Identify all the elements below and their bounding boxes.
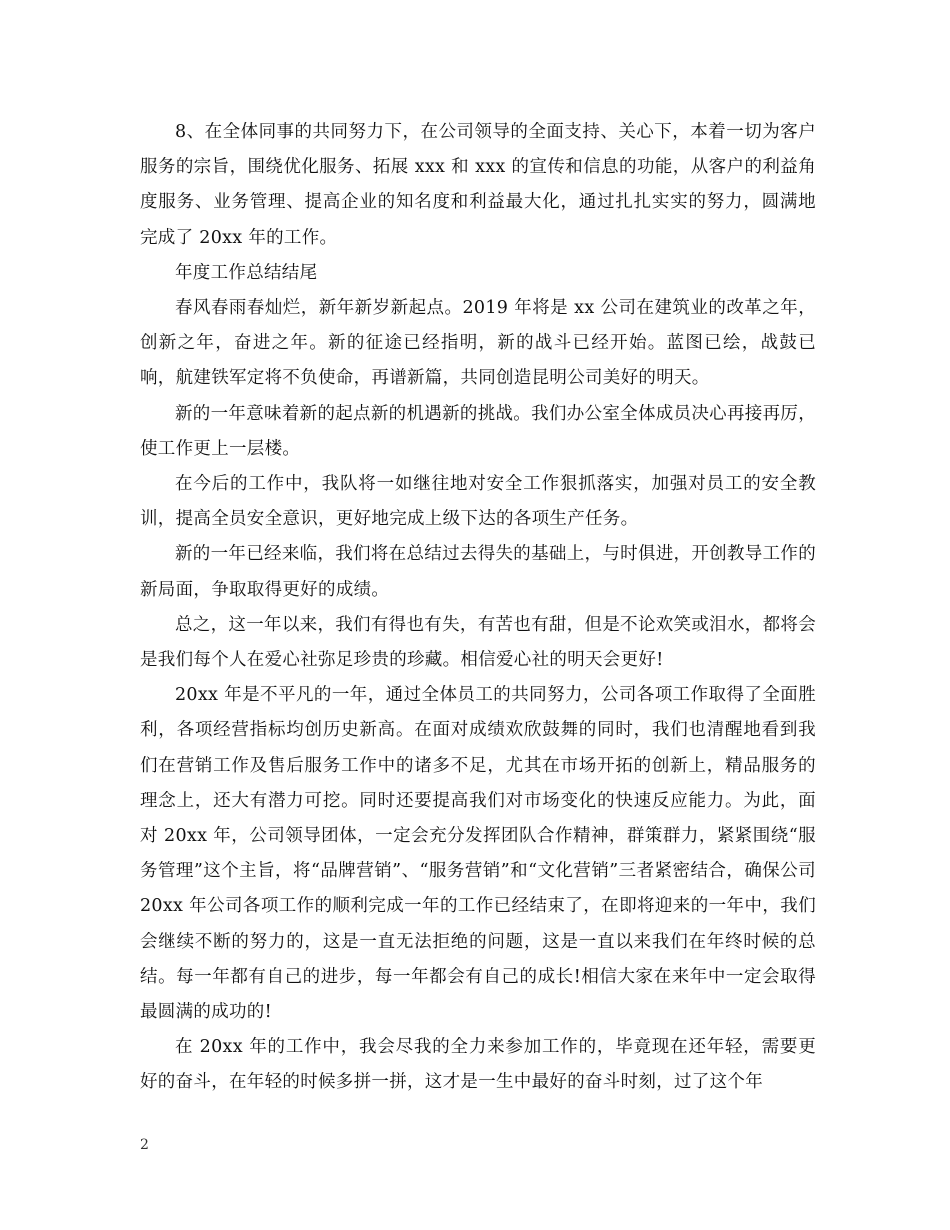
page-number: 2	[140, 1137, 149, 1153]
paragraph-8: 在 20xx 年的工作中，我会尽我的全力来参加工作的，毕竟现在还年轻，需要更好的奋斗，在年轻的时候多拼一拼，这才是一生中最好的奋斗时刻，过了这个年	[140, 1037, 816, 1093]
paragraph-1: 8、在全体同事的共同努力下，在公司领导的全面支持、关心下，本着一切为客户服务的宗旨，围绕优化服务、拓展 xxx 和 xxx 的宣传和信息的功能，从客户的利益角度服务、业务管理、提高企业的知名度和利益最大化，通过扎扎实实的努力，圆满地完成了 20xx 年的工作。	[140, 122, 816, 248]
document-body	[140, 115, 816, 1101]
paragraph-7: 20xx 年是不平凡的一年，通过全体员工的共同努力，公司各项工作取得了全面胜利，各项经营指标均创历史新高。在面对成绩欢欣鼓舞的同时，我们也清醒地看到我们在营销工作及售后服务工作中的诸多不足，尤其在市场开拓的创新上，精品服务的理念上，还大有潜力可挖。同时还要提高我们对市场变化的快速反应能力。为此，面对 20xx 年，公司领导团体，一定会充分发挥团队合作精神，群策群力，紧紧围绕“服务管理”这个主旨，将“品牌营销”、“服务营销”和“文化营销”三者紧密结合，确保公司 20xx 年公司各项工作的顺利完成一年的工作已经结束了，在即将迎来的一年中，我们会继续不断的努力的，这是一直无法拒绝的问题，这是一直以来我们在年终时候的总结。每一年都有自己的进步，每一年都会有自己的成长!相信大家在来年中一定会取得最圆满的成功的!	[140, 685, 816, 1023]
paragraph-2: 春风春雨春灿烂，新年新岁新起点。2019 年将是 xx 公司在建筑业的改革之年，创新之年，奋进之年。新的征途已经指明，新的战斗已经开始。蓝图已绘，战鼓已响，航建铁军定将不负使命，再谱新篇，共同创造昆明公司美好的明天。	[140, 298, 816, 389]
paragraph-4: 在今后的工作中，我队将一如继往地对安全工作狠抓落实，加强对员工的安全教训，提高全员安全意识，更好地完成上级下达的各项生产任务。	[140, 474, 816, 530]
section-heading: 年度工作总结结尾	[175, 262, 318, 283]
paragraph-5: 新的一年已经来临，我们将在总结过去得失的基础上，与时俱进，开创教导工作的新局面，争取取得更好的成绩。	[140, 544, 816, 600]
paragraph-6: 总之，这一年以来，我们有得也有失，有苦也有甜，但是不论欢笑或泪水，都将会是我们每个人在爱心社弥足珍贵的珍藏。相信爱心社的明天会更好!	[140, 614, 816, 671]
paragraph-3: 新的一年意味着新的起点新的机遇新的挑战。我们办公室全体成员决心再接再厉，使工作更上一层楼。	[140, 403, 816, 459]
